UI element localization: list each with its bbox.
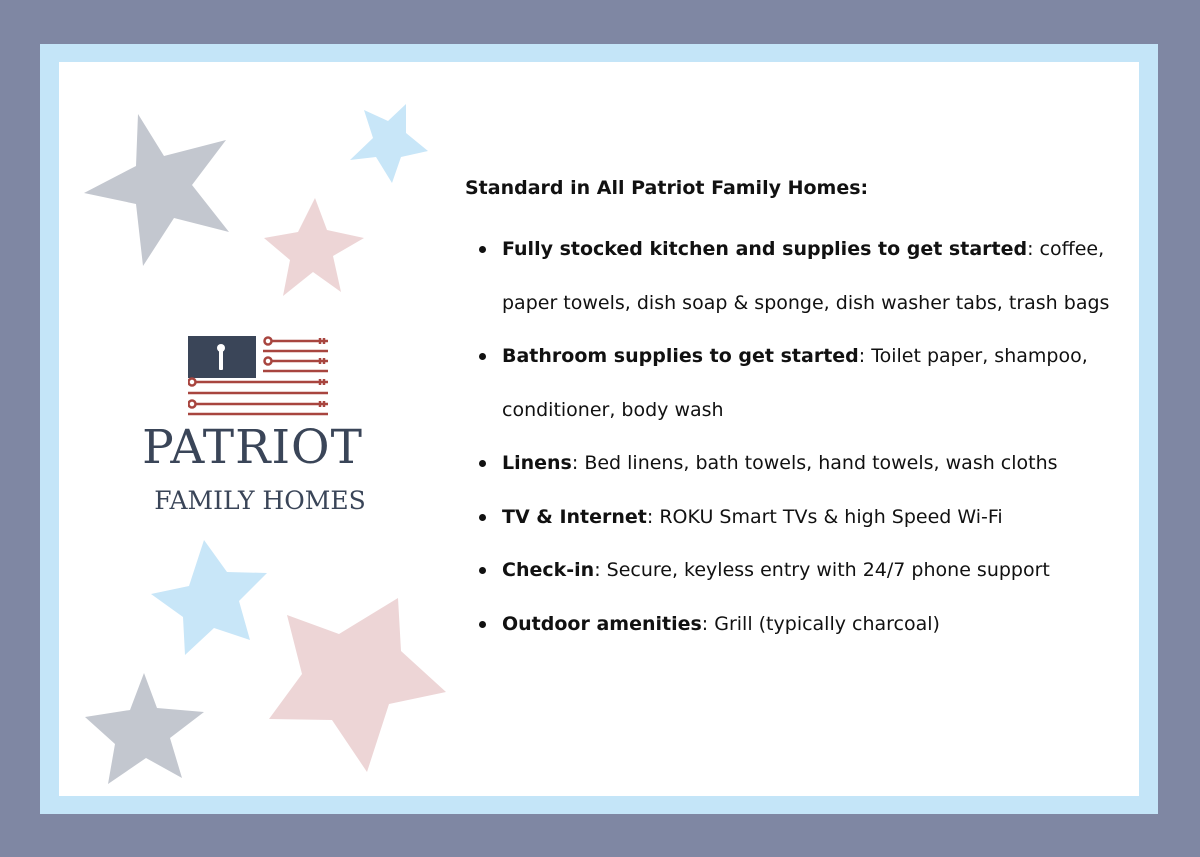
star-icon [151,540,267,655]
amenities-list [465,223,1130,651]
list-item [465,437,1130,491]
list-item [465,330,1130,437]
bullet-icon [479,353,486,360]
item-label: Fully stocked kitchen and supplies to get started [502,238,1028,260]
list-item [465,598,1130,652]
bullet-icon [479,514,486,521]
item-text: : Grill (typically charcoal) [701,612,940,635]
bullet-icon [479,567,486,574]
list-item [465,544,1130,598]
item-label: Bathroom supplies to get started [502,345,859,367]
amenities-section [465,170,1130,651]
item-text: : ROKU Smart TVs & high Speed Wi-Fi [646,505,1003,528]
bullet-icon [479,460,486,467]
item-text: : coffee, paper towels, dish soap & sponge, dish washer tabs, trash bags [502,238,1110,314]
star-icon [85,673,204,784]
logo-subtitle: FAMILY HOMES [154,486,366,515]
item-text: : Secure, keyless entry with 24/7 phone support [594,559,1050,581]
bullet-icon [479,621,486,628]
star-icon [84,114,229,266]
logo [100,330,410,530]
logo-title: PATRIOT [142,420,363,475]
star-icon [264,198,364,296]
item-text: : Bed linens, bath towels, hand towels, wash cloths [571,452,1058,474]
key-flag-icon [188,336,333,421]
list-item [465,491,1130,545]
star-icon [269,598,446,772]
item-text: : Toilet paper, shampoo, conditioner, body wash [502,345,1088,421]
list-item [465,223,1130,330]
bullet-icon [479,246,486,253]
item-label: Outdoor amenities [502,612,702,635]
item-label: Linens [502,452,572,474]
section-heading: Standard in All Patriot Family Homes: [465,177,869,199]
star-icon [350,104,428,183]
item-label: Check-in [502,559,595,581]
item-label: TV & Internet [502,505,647,528]
